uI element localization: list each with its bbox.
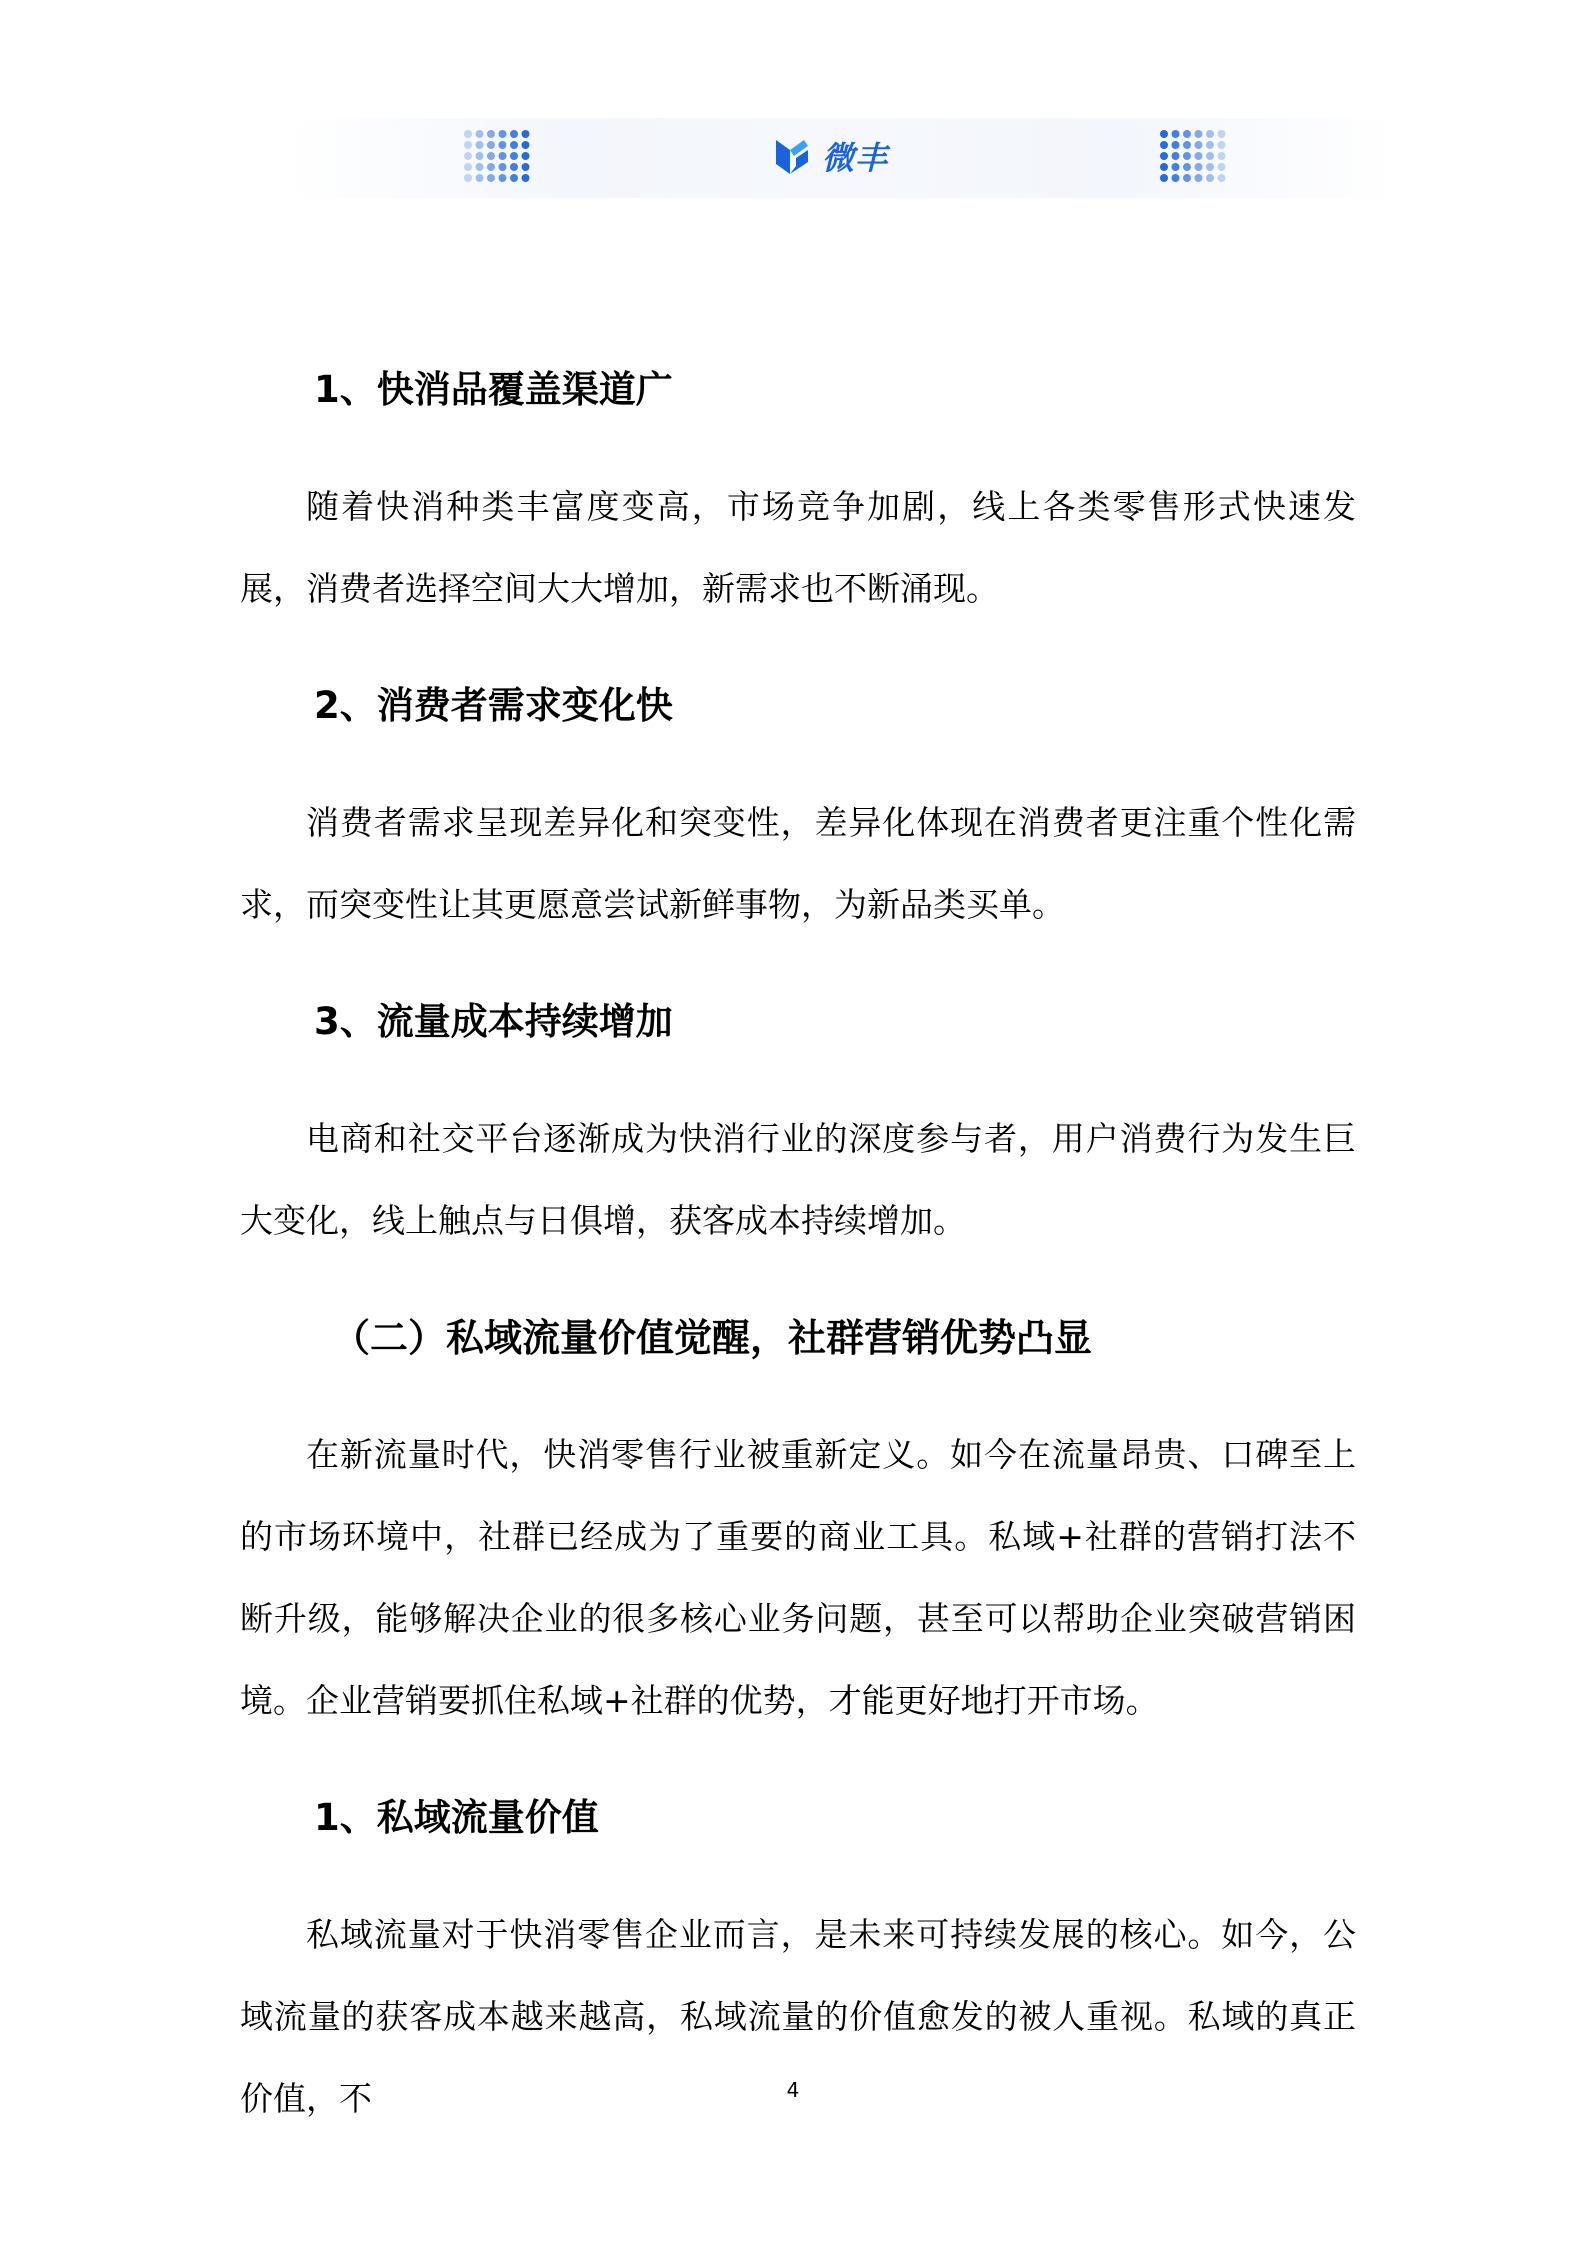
paragraph: 电商和社交平台逐渐成为快消行业的深度参与者，用户消费行为发生巨大变化，线上触点与日俱增，获客成本持续增加。 <box>240 1119 1356 1240</box>
document-body <box>240 300 1356 2140</box>
paragraph: 私域流量对于快消零售企业而言，是未来可持续发展的核心。如今，公域流量的获客成本越来越高，私域流量的价值愈发的被人重视。私域的真正价值，不 <box>240 1915 1356 2118</box>
brand-logo <box>770 132 888 180</box>
paragraph: 在新流量时代，快消零售行业被重新定义。如今在流量昂贵、口碑至上的市场环境中，社群已经成为了重要的商业工具。私域+社群的营销打法不断升级，能够解决企业的很多核心业务问题，甚至可以帮助企业突破营销困境。企业营销要抓住私域+社群的优势，才能更好地打开市场。 <box>240 1435 1356 1720</box>
page-number: 4 <box>786 2078 800 2102</box>
subheading-traffic-cost: 3、流量成本持续增加 <box>314 1000 673 1043</box>
section-title: （二）私域流量价值觉醒，社群营销优势凸显 <box>332 1316 1093 1360</box>
logo-text: 微丰 <box>822 139 889 177</box>
paragraph: 随着快消种类丰富度变高，市场竞争加剧，线上各类零售形式快速发展，消费者选择空间大大增加，新需求也不断涌现。 <box>240 487 1356 608</box>
dot-pattern-left <box>462 128 532 184</box>
weifeng-logo-icon <box>770 134 814 178</box>
subheading-private-traffic-value: 1、私域流量价值 <box>314 1796 599 1839</box>
subheading-channel-coverage: 1、快消品覆盖渠道广 <box>314 368 673 411</box>
paragraph: 消费者需求呈现差异化和突变性，差异化体现在消费者更注重个性化需求，而突变性让其更愿意尝试新鲜事物，为新品类买单。 <box>240 803 1356 924</box>
dot-pattern-right <box>1158 128 1228 184</box>
subheading-demand-change: 2、消费者需求变化快 <box>314 684 673 727</box>
